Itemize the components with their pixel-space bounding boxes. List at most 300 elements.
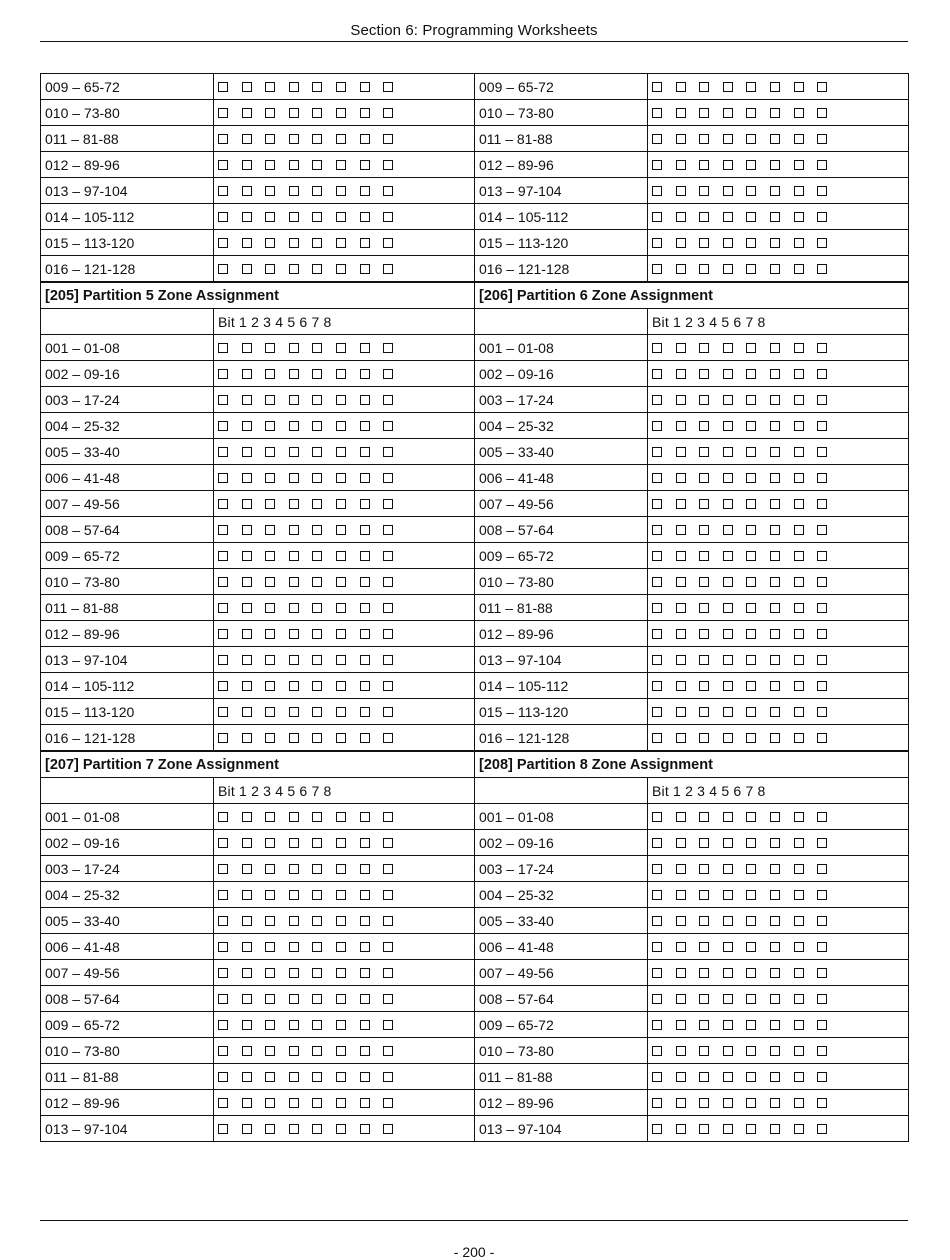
bit-checkbox[interactable] — [312, 994, 322, 1004]
bit-checkbox[interactable] — [817, 629, 827, 639]
bit-checkbox[interactable] — [360, 707, 370, 717]
bit-checkbox[interactable] — [289, 577, 299, 587]
bit-checkbox[interactable] — [699, 577, 709, 587]
bit-checkbox[interactable] — [770, 499, 780, 509]
bit-checkbox[interactable] — [218, 395, 228, 405]
bit-checkbox[interactable] — [652, 916, 662, 926]
bit-checkbox[interactable] — [676, 395, 686, 405]
bit-checkbox[interactable] — [794, 343, 804, 353]
bit-checkbox[interactable] — [265, 733, 275, 743]
bit-checkbox[interactable] — [218, 1124, 228, 1134]
bit-checkbox[interactable] — [218, 1098, 228, 1108]
bit-checkbox[interactable] — [289, 1072, 299, 1082]
bit-checkbox[interactable] — [312, 916, 322, 926]
bit-checkbox[interactable] — [676, 82, 686, 92]
bit-checkbox[interactable] — [652, 108, 662, 118]
bit-checkbox[interactable] — [699, 994, 709, 1004]
bit-checkbox[interactable] — [242, 369, 252, 379]
bit-checkbox[interactable] — [383, 108, 393, 118]
bit-checkbox[interactable] — [336, 1020, 346, 1030]
bit-checkbox[interactable] — [312, 551, 322, 561]
bit-checkbox[interactable] — [360, 994, 370, 1004]
bit-checkbox[interactable] — [360, 681, 370, 691]
bit-checkbox[interactable] — [794, 1098, 804, 1108]
bit-checkbox[interactable] — [289, 264, 299, 274]
bit-checkbox[interactable] — [360, 473, 370, 483]
bit-checkbox[interactable] — [699, 733, 709, 743]
bit-checkbox[interactable] — [817, 890, 827, 900]
bit-checkbox[interactable] — [218, 942, 228, 952]
bit-checkbox[interactable] — [289, 838, 299, 848]
bit-checkbox[interactable] — [817, 1098, 827, 1108]
bit-checkbox[interactable] — [336, 447, 346, 457]
bit-checkbox[interactable] — [265, 707, 275, 717]
bit-checkbox[interactable] — [723, 212, 733, 222]
bit-checkbox[interactable] — [265, 812, 275, 822]
bit-checkbox[interactable] — [699, 108, 709, 118]
bit-checkbox[interactable] — [723, 1072, 733, 1082]
bit-checkbox[interactable] — [817, 134, 827, 144]
bit-checkbox[interactable] — [265, 1072, 275, 1082]
bit-checkbox[interactable] — [360, 577, 370, 587]
bit-checkbox[interactable] — [652, 681, 662, 691]
bit-checkbox[interactable] — [676, 421, 686, 431]
bit-checkbox[interactable] — [794, 82, 804, 92]
bit-checkbox[interactable] — [383, 629, 393, 639]
bit-checkbox[interactable] — [746, 160, 756, 170]
bit-checkbox[interactable] — [218, 968, 228, 978]
bit-checkbox[interactable] — [723, 186, 733, 196]
bit-checkbox[interactable] — [218, 629, 228, 639]
bit-checkbox[interactable] — [817, 264, 827, 274]
bit-checkbox[interactable] — [699, 655, 709, 665]
bit-checkbox[interactable] — [336, 994, 346, 1004]
bit-checkbox[interactable] — [289, 343, 299, 353]
bit-checkbox[interactable] — [770, 212, 780, 222]
bit-checkbox[interactable] — [383, 890, 393, 900]
bit-checkbox[interactable] — [746, 655, 756, 665]
bit-checkbox[interactable] — [242, 421, 252, 431]
bit-checkbox[interactable] — [289, 186, 299, 196]
bit-checkbox[interactable] — [360, 499, 370, 509]
bit-checkbox[interactable] — [723, 82, 733, 92]
bit-checkbox[interactable] — [336, 421, 346, 431]
bit-checkbox[interactable] — [652, 968, 662, 978]
bit-checkbox[interactable] — [383, 525, 393, 535]
bit-checkbox[interactable] — [817, 238, 827, 248]
bit-checkbox[interactable] — [699, 812, 709, 822]
bit-checkbox[interactable] — [289, 629, 299, 639]
bit-checkbox[interactable] — [770, 812, 780, 822]
bit-checkbox[interactable] — [652, 1098, 662, 1108]
bit-checkbox[interactable] — [360, 655, 370, 665]
bit-checkbox[interactable] — [383, 812, 393, 822]
bit-checkbox[interactable] — [699, 1020, 709, 1030]
bit-checkbox[interactable] — [746, 994, 756, 1004]
bit-checkbox[interactable] — [289, 707, 299, 717]
bit-checkbox[interactable] — [242, 681, 252, 691]
bit-checkbox[interactable] — [383, 551, 393, 561]
bit-checkbox[interactable] — [699, 343, 709, 353]
bit-checkbox[interactable] — [312, 343, 322, 353]
bit-checkbox[interactable] — [218, 655, 228, 665]
bit-checkbox[interactable] — [383, 1098, 393, 1108]
bit-checkbox[interactable] — [723, 447, 733, 457]
bit-checkbox[interactable] — [312, 838, 322, 848]
bit-checkbox[interactable] — [218, 134, 228, 144]
bit-checkbox[interactable] — [242, 1072, 252, 1082]
bit-checkbox[interactable] — [336, 525, 346, 535]
bit-checkbox[interactable] — [265, 916, 275, 926]
bit-checkbox[interactable] — [817, 942, 827, 952]
bit-checkbox[interactable] — [360, 1046, 370, 1056]
bit-checkbox[interactable] — [383, 1046, 393, 1056]
bit-checkbox[interactable] — [360, 812, 370, 822]
bit-checkbox[interactable] — [265, 681, 275, 691]
bit-checkbox[interactable] — [817, 499, 827, 509]
bit-checkbox[interactable] — [770, 473, 780, 483]
bit-checkbox[interactable] — [746, 395, 756, 405]
bit-checkbox[interactable] — [652, 864, 662, 874]
bit-checkbox[interactable] — [817, 108, 827, 118]
bit-checkbox[interactable] — [794, 369, 804, 379]
bit-checkbox[interactable] — [312, 942, 322, 952]
bit-checkbox[interactable] — [242, 395, 252, 405]
bit-checkbox[interactable] — [242, 838, 252, 848]
bit-checkbox[interactable] — [794, 473, 804, 483]
bit-checkbox[interactable] — [336, 395, 346, 405]
bit-checkbox[interactable] — [817, 681, 827, 691]
bit-checkbox[interactable] — [723, 838, 733, 848]
bit-checkbox[interactable] — [336, 264, 346, 274]
bit-checkbox[interactable] — [652, 369, 662, 379]
bit-checkbox[interactable] — [383, 838, 393, 848]
bit-checkbox[interactable] — [289, 916, 299, 926]
bit-checkbox[interactable] — [794, 395, 804, 405]
bit-checkbox[interactable] — [360, 864, 370, 874]
bit-checkbox[interactable] — [676, 1124, 686, 1134]
bit-checkbox[interactable] — [242, 264, 252, 274]
bit-checkbox[interactable] — [383, 1072, 393, 1082]
bit-checkbox[interactable] — [770, 942, 780, 952]
bit-checkbox[interactable] — [746, 1046, 756, 1056]
bit-checkbox[interactable] — [676, 1098, 686, 1108]
bit-checkbox[interactable] — [336, 1046, 346, 1056]
bit-checkbox[interactable] — [242, 108, 252, 118]
bit-checkbox[interactable] — [265, 186, 275, 196]
bit-checkbox[interactable] — [746, 603, 756, 613]
bit-checkbox[interactable] — [770, 369, 780, 379]
bit-checkbox[interactable] — [265, 942, 275, 952]
bit-checkbox[interactable] — [336, 916, 346, 926]
bit-checkbox[interactable] — [817, 577, 827, 587]
bit-checkbox[interactable] — [265, 395, 275, 405]
bit-checkbox[interactable] — [383, 577, 393, 587]
bit-checkbox[interactable] — [699, 838, 709, 848]
bit-checkbox[interactable] — [312, 108, 322, 118]
bit-checkbox[interactable] — [265, 238, 275, 248]
bit-checkbox[interactable] — [289, 447, 299, 457]
bit-checkbox[interactable] — [336, 890, 346, 900]
bit-checkbox[interactable] — [336, 108, 346, 118]
bit-checkbox[interactable] — [676, 890, 686, 900]
bit-checkbox[interactable] — [699, 264, 709, 274]
bit-checkbox[interactable] — [265, 421, 275, 431]
bit-checkbox[interactable] — [723, 551, 733, 561]
bit-checkbox[interactable] — [699, 473, 709, 483]
bit-checkbox[interactable] — [360, 603, 370, 613]
bit-checkbox[interactable] — [770, 1046, 780, 1056]
bit-checkbox[interactable] — [817, 733, 827, 743]
bit-checkbox[interactable] — [699, 447, 709, 457]
bit-checkbox[interactable] — [360, 82, 370, 92]
bit-checkbox[interactable] — [746, 838, 756, 848]
bit-checkbox[interactable] — [312, 733, 322, 743]
bit-checkbox[interactable] — [336, 681, 346, 691]
bit-checkbox[interactable] — [770, 1072, 780, 1082]
bit-checkbox[interactable] — [360, 629, 370, 639]
bit-checkbox[interactable] — [360, 733, 370, 743]
bit-checkbox[interactable] — [746, 447, 756, 457]
bit-checkbox[interactable] — [360, 916, 370, 926]
bit-checkbox[interactable] — [746, 82, 756, 92]
bit-checkbox[interactable] — [652, 264, 662, 274]
bit-checkbox[interactable] — [383, 447, 393, 457]
bit-checkbox[interactable] — [723, 1124, 733, 1134]
bit-checkbox[interactable] — [360, 1098, 370, 1108]
bit-checkbox[interactable] — [336, 603, 346, 613]
bit-checkbox[interactable] — [676, 916, 686, 926]
bit-checkbox[interactable] — [699, 916, 709, 926]
bit-checkbox[interactable] — [312, 864, 322, 874]
bit-checkbox[interactable] — [360, 447, 370, 457]
bit-checkbox[interactable] — [817, 186, 827, 196]
bit-checkbox[interactable] — [218, 421, 228, 431]
bit-checkbox[interactable] — [383, 916, 393, 926]
bit-checkbox[interactable] — [312, 473, 322, 483]
bit-checkbox[interactable] — [746, 1020, 756, 1030]
bit-checkbox[interactable] — [383, 733, 393, 743]
bit-checkbox[interactable] — [794, 264, 804, 274]
bit-checkbox[interactable] — [218, 499, 228, 509]
bit-checkbox[interactable] — [336, 369, 346, 379]
bit-checkbox[interactable] — [265, 864, 275, 874]
bit-checkbox[interactable] — [265, 629, 275, 639]
bit-checkbox[interactable] — [312, 812, 322, 822]
bit-checkbox[interactable] — [383, 1020, 393, 1030]
bit-checkbox[interactable] — [699, 1098, 709, 1108]
bit-checkbox[interactable] — [312, 577, 322, 587]
bit-checkbox[interactable] — [723, 499, 733, 509]
bit-checkbox[interactable] — [312, 264, 322, 274]
bit-checkbox[interactable] — [746, 968, 756, 978]
bit-checkbox[interactable] — [652, 212, 662, 222]
bit-checkbox[interactable] — [383, 395, 393, 405]
bit-checkbox[interactable] — [723, 968, 733, 978]
bit-checkbox[interactable] — [289, 134, 299, 144]
bit-checkbox[interactable] — [723, 264, 733, 274]
bit-checkbox[interactable] — [676, 264, 686, 274]
bit-checkbox[interactable] — [289, 421, 299, 431]
bit-checkbox[interactable] — [676, 864, 686, 874]
bit-checkbox[interactable] — [242, 499, 252, 509]
bit-checkbox[interactable] — [723, 160, 733, 170]
bit-checkbox[interactable] — [265, 108, 275, 118]
bit-checkbox[interactable] — [218, 890, 228, 900]
bit-checkbox[interactable] — [770, 1020, 780, 1030]
bit-checkbox[interactable] — [652, 942, 662, 952]
bit-checkbox[interactable] — [336, 499, 346, 509]
bit-checkbox[interactable] — [360, 1124, 370, 1134]
bit-checkbox[interactable] — [289, 395, 299, 405]
bit-checkbox[interactable] — [676, 1020, 686, 1030]
bit-checkbox[interactable] — [817, 864, 827, 874]
bit-checkbox[interactable] — [242, 707, 252, 717]
bit-checkbox[interactable] — [336, 134, 346, 144]
bit-checkbox[interactable] — [676, 812, 686, 822]
bit-checkbox[interactable] — [312, 655, 322, 665]
bit-checkbox[interactable] — [817, 82, 827, 92]
bit-checkbox[interactable] — [676, 212, 686, 222]
bit-checkbox[interactable] — [218, 160, 228, 170]
bit-checkbox[interactable] — [336, 343, 346, 353]
bit-checkbox[interactable] — [676, 186, 686, 196]
bit-checkbox[interactable] — [312, 238, 322, 248]
bit-checkbox[interactable] — [817, 707, 827, 717]
bit-checkbox[interactable] — [794, 1072, 804, 1082]
bit-checkbox[interactable] — [383, 212, 393, 222]
bit-checkbox[interactable] — [652, 655, 662, 665]
bit-checkbox[interactable] — [265, 473, 275, 483]
bit-checkbox[interactable] — [242, 890, 252, 900]
bit-checkbox[interactable] — [817, 551, 827, 561]
bit-checkbox[interactable] — [699, 369, 709, 379]
bit-checkbox[interactable] — [265, 343, 275, 353]
bit-checkbox[interactable] — [723, 812, 733, 822]
bit-checkbox[interactable] — [289, 603, 299, 613]
bit-checkbox[interactable] — [383, 82, 393, 92]
bit-checkbox[interactable] — [383, 134, 393, 144]
bit-checkbox[interactable] — [242, 525, 252, 535]
bit-checkbox[interactable] — [383, 369, 393, 379]
bit-checkbox[interactable] — [723, 942, 733, 952]
bit-checkbox[interactable] — [383, 499, 393, 509]
bit-checkbox[interactable] — [652, 447, 662, 457]
bit-checkbox[interactable] — [312, 1046, 322, 1056]
bit-checkbox[interactable] — [794, 707, 804, 717]
bit-checkbox[interactable] — [242, 1046, 252, 1056]
bit-checkbox[interactable] — [336, 1098, 346, 1108]
bit-checkbox[interactable] — [770, 551, 780, 561]
bit-checkbox[interactable] — [676, 681, 686, 691]
bit-checkbox[interactable] — [218, 82, 228, 92]
bit-checkbox[interactable] — [242, 812, 252, 822]
bit-checkbox[interactable] — [676, 603, 686, 613]
bit-checkbox[interactable] — [383, 186, 393, 196]
bit-checkbox[interactable] — [360, 1020, 370, 1030]
bit-checkbox[interactable] — [723, 525, 733, 535]
bit-checkbox[interactable] — [265, 447, 275, 457]
bit-checkbox[interactable] — [746, 942, 756, 952]
bit-checkbox[interactable] — [723, 655, 733, 665]
bit-checkbox[interactable] — [676, 238, 686, 248]
bit-checkbox[interactable] — [652, 473, 662, 483]
bit-checkbox[interactable] — [770, 447, 780, 457]
bit-checkbox[interactable] — [289, 655, 299, 665]
bit-checkbox[interactable] — [312, 525, 322, 535]
bit-checkbox[interactable] — [676, 499, 686, 509]
bit-checkbox[interactable] — [360, 968, 370, 978]
bit-checkbox[interactable] — [723, 629, 733, 639]
bit-checkbox[interactable] — [218, 838, 228, 848]
bit-checkbox[interactable] — [289, 994, 299, 1004]
bit-checkbox[interactable] — [699, 942, 709, 952]
bit-checkbox[interactable] — [289, 160, 299, 170]
bit-checkbox[interactable] — [676, 1072, 686, 1082]
bit-checkbox[interactable] — [746, 681, 756, 691]
bit-checkbox[interactable] — [817, 655, 827, 665]
bit-checkbox[interactable] — [218, 577, 228, 587]
bit-checkbox[interactable] — [723, 473, 733, 483]
bit-checkbox[interactable] — [289, 1098, 299, 1108]
bit-checkbox[interactable] — [336, 707, 346, 717]
bit-checkbox[interactable] — [218, 707, 228, 717]
bit-checkbox[interactable] — [652, 812, 662, 822]
bit-checkbox[interactable] — [360, 160, 370, 170]
bit-checkbox[interactable] — [746, 264, 756, 274]
bit-checkbox[interactable] — [723, 707, 733, 717]
bit-checkbox[interactable] — [794, 733, 804, 743]
bit-checkbox[interactable] — [218, 812, 228, 822]
bit-checkbox[interactable] — [360, 134, 370, 144]
bit-checkbox[interactable] — [770, 603, 780, 613]
bit-checkbox[interactable] — [383, 1124, 393, 1134]
bit-checkbox[interactable] — [770, 108, 780, 118]
bit-checkbox[interactable] — [770, 525, 780, 535]
bit-checkbox[interactable] — [723, 238, 733, 248]
bit-checkbox[interactable] — [336, 82, 346, 92]
bit-checkbox[interactable] — [265, 994, 275, 1004]
bit-checkbox[interactable] — [770, 421, 780, 431]
bit-checkbox[interactable] — [218, 1072, 228, 1082]
bit-checkbox[interactable] — [336, 1072, 346, 1082]
bit-checkbox[interactable] — [676, 655, 686, 665]
bit-checkbox[interactable] — [242, 916, 252, 926]
bit-checkbox[interactable] — [360, 551, 370, 561]
bit-checkbox[interactable] — [676, 629, 686, 639]
bit-checkbox[interactable] — [746, 551, 756, 561]
bit-checkbox[interactable] — [723, 395, 733, 405]
bit-checkbox[interactable] — [265, 134, 275, 144]
bit-checkbox[interactable] — [746, 1124, 756, 1134]
bit-checkbox[interactable] — [746, 916, 756, 926]
bit-checkbox[interactable] — [817, 603, 827, 613]
bit-checkbox[interactable] — [242, 238, 252, 248]
bit-checkbox[interactable] — [218, 473, 228, 483]
bit-checkbox[interactable] — [360, 890, 370, 900]
bit-checkbox[interactable] — [652, 994, 662, 1004]
bit-checkbox[interactable] — [652, 186, 662, 196]
bit-checkbox[interactable] — [699, 212, 709, 222]
bit-checkbox[interactable] — [699, 499, 709, 509]
bit-checkbox[interactable] — [265, 1124, 275, 1134]
bit-checkbox[interactable] — [218, 369, 228, 379]
bit-checkbox[interactable] — [817, 212, 827, 222]
bit-checkbox[interactable] — [770, 577, 780, 587]
bit-checkbox[interactable] — [794, 864, 804, 874]
bit-checkbox[interactable] — [794, 942, 804, 952]
bit-checkbox[interactable] — [336, 160, 346, 170]
